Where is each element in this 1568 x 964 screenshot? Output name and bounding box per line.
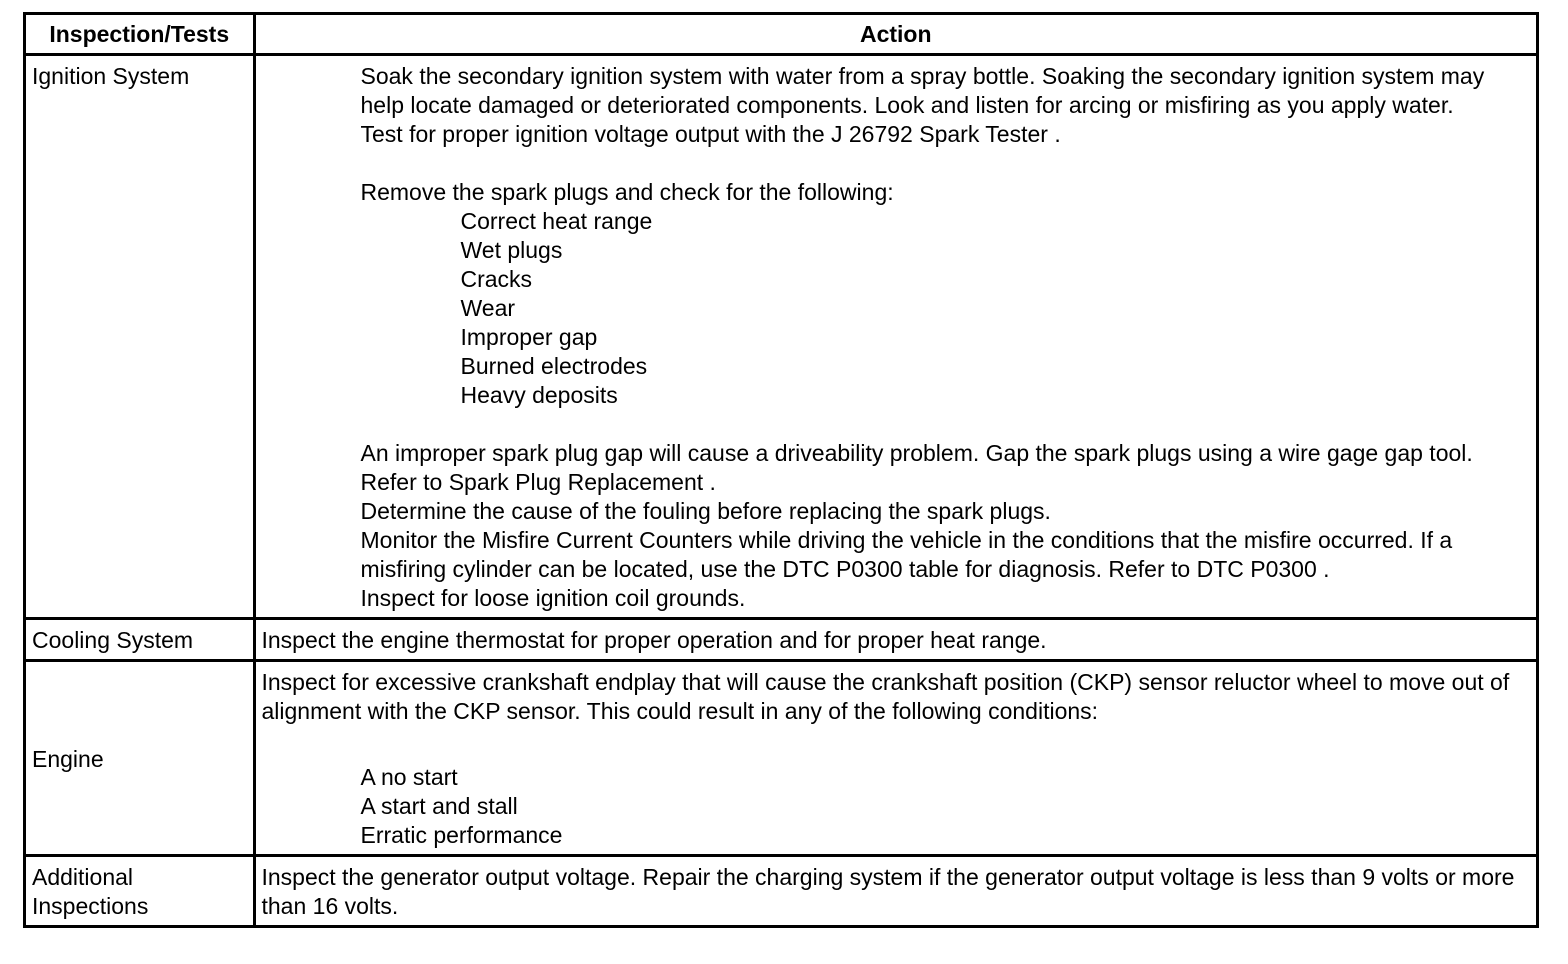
ignition-remove-plugs-paragraph: Remove the spark plugs and check for the following: xyxy=(360,179,894,205)
ignition-coil-grounds-paragraph: Inspect for loose ignition coil grounds. xyxy=(360,585,746,611)
list-item: Wear xyxy=(460,295,516,321)
header-action: Action xyxy=(254,15,1536,55)
engine-endplay-paragraph: Inspect for excessive crankshaft endplay that will cause the crankshaft position (CKP) sensor reluctor wheel to move out of alignment with the CKP sensor. This could result in any of the following conditions: xyxy=(261,669,1510,724)
row-additional-inspections xyxy=(26,856,1536,926)
header-inspection-tests: Inspection/Tests xyxy=(26,15,254,55)
label-cooling-system: Cooling System xyxy=(26,619,254,661)
header-row xyxy=(26,15,1536,55)
inspection-table xyxy=(26,15,1536,925)
spark-plug-check-list xyxy=(262,207,1529,410)
list-item: Erratic performance xyxy=(360,822,563,848)
ignition-misfire-counters-paragraph: Monitor the Misfire Current Counters while driving the vehicle in the conditions that the misfire occurred. If a misfiring cylinder can be located, use the DTC P0300 table for diagnosis. Refer to DTC P0300 . xyxy=(360,527,1453,582)
ignition-soak-paragraph: Soak the secondary ignition system with water from a spray bottle. Soaking the secondary ignition system may help locate damaged or deteriorated components. Look and listen for arcing or misfiring as you apply water. xyxy=(360,63,1485,118)
list-item: A start and stall xyxy=(360,793,518,819)
list-item: Burned electrodes xyxy=(460,353,648,379)
label-additional-inspections: Additional Inspections xyxy=(26,856,254,926)
label-engine: Engine xyxy=(26,661,254,856)
ignition-gap-paragraph: An improper spark plug gap will cause a driveability problem. Gap the spark plugs using a wire gage gap tool. Refer to Spark Plug Replacement . xyxy=(360,440,1473,495)
list-item: Correct heat range xyxy=(460,208,653,234)
list-item: Improper gap xyxy=(460,324,598,350)
inspection-table-frame xyxy=(23,12,1539,928)
list-item: Wet plugs xyxy=(460,237,563,263)
list-item: Heavy deposits xyxy=(460,382,618,408)
engine-condition-list xyxy=(262,763,1529,850)
list-item: A no start xyxy=(360,764,458,790)
action-cooling-system: Inspect the engine thermostat for proper operation and for proper heat range. xyxy=(254,619,1536,661)
row-cooling-system xyxy=(26,619,1536,661)
row-ignition-system xyxy=(26,55,1536,619)
label-ignition-system: Ignition System xyxy=(26,55,254,619)
list-item: Cracks xyxy=(460,266,533,292)
row-engine xyxy=(26,661,1536,856)
action-engine xyxy=(254,661,1536,856)
action-ignition-system xyxy=(254,55,1536,619)
action-additional-inspections: Inspect the generator output voltage. Repair the charging system if the generator output voltage is less than 9 volts or more than 16 volts. xyxy=(254,856,1536,926)
ignition-fouling-paragraph: Determine the cause of the fouling before replacing the spark plugs. xyxy=(360,498,1051,524)
ignition-spark-tester-paragraph: Test for proper ignition voltage output with the J 26792 Spark Tester . xyxy=(360,121,1061,147)
